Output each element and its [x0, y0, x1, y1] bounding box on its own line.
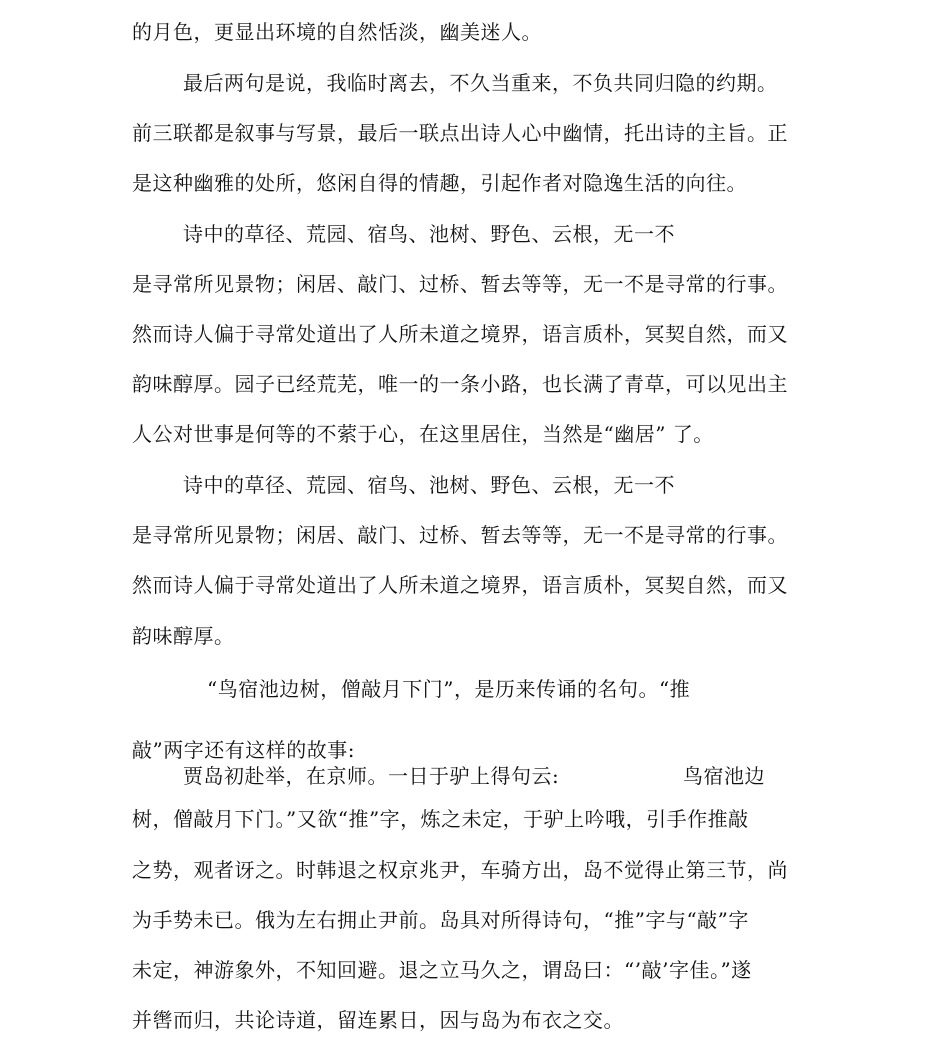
text-line: 敲”两字还有这样的故事: [132, 738, 355, 762]
text-line: 最后两句是说，我临时离去，不久当重来，不负共同归隐的约期。 [183, 71, 778, 95]
text-line: 是这种幽雅的处所，悠闲自得的情趣，引起作者对隐逸生活的向往。 [132, 171, 747, 195]
text-line: “鸟宿池边树，僧敲月下门”，是历来传诵的名句。“推 [207, 677, 691, 701]
text-line: 是寻常所见景物；闲居、敲门、过桥、暂去等等，无一不是寻常的行事。 [132, 523, 788, 547]
text-line: 的月色，更显出环境的自然恬淡，幽美迷人。 [132, 20, 542, 44]
text-line: 诗中的草径、荒园、宿鸟、池树、野色、云根，无一不 [183, 222, 675, 246]
text-line: 为手势未已。俄为左右拥止尹前。岛具对所得诗句，“推”字与“敲”字 [132, 908, 749, 932]
text-line: 并辔而归，共论诗道，留连累日，因与岛为布衣之交。 [132, 1008, 624, 1032]
text-line: 人公对世事是何等的不萦于心，在这里居住，当然是“幽居” 了。 [132, 422, 714, 446]
text-line: 韵味醇厚。园子已经荒芜，唯一的一条小路，也长满了青草，可以见出主 [132, 372, 788, 396]
text-line: 是寻常所见景物；闲居、敲门、过桥、暂去等等，无一不是寻常的行事。 [132, 272, 788, 296]
text-line: 诗中的草径、荒园、宿鸟、池树、野色、云根，无一不 [183, 473, 675, 497]
text-line: 未定，神游象外，不知回避。退之立马久之，谓岛曰：“’敲’字佳。”遂 [132, 958, 752, 982]
text-line: 前三联都是叙事与写景，最后一联点出诗人心中幽情，托出诗的主旨。正 [132, 121, 788, 145]
text-line: 韵味醇厚。 [132, 624, 235, 648]
text-line: 树，僧敲月下门。”又欲“推”字，炼之未定，于驴上吟哦，引手作推敲 [132, 807, 749, 831]
text-line: 然而诗人偏于寻常处道出了人所未道之境界，语言质朴，冥契自然，而又 [132, 573, 788, 597]
text-line: 贾岛初赴举，在京师。一日于驴上得句云: [183, 764, 560, 788]
text-line: 然而诗人偏于寻常处道出了人所未道之境界，语言质朴，冥契自然，而又 [132, 322, 788, 346]
text-line: 之势，观者讶之。时韩退之权京兆尹，车骑方出，岛不觉得止第三节，尚 [132, 858, 788, 882]
text-line: 鸟宿池边 [683, 764, 765, 788]
